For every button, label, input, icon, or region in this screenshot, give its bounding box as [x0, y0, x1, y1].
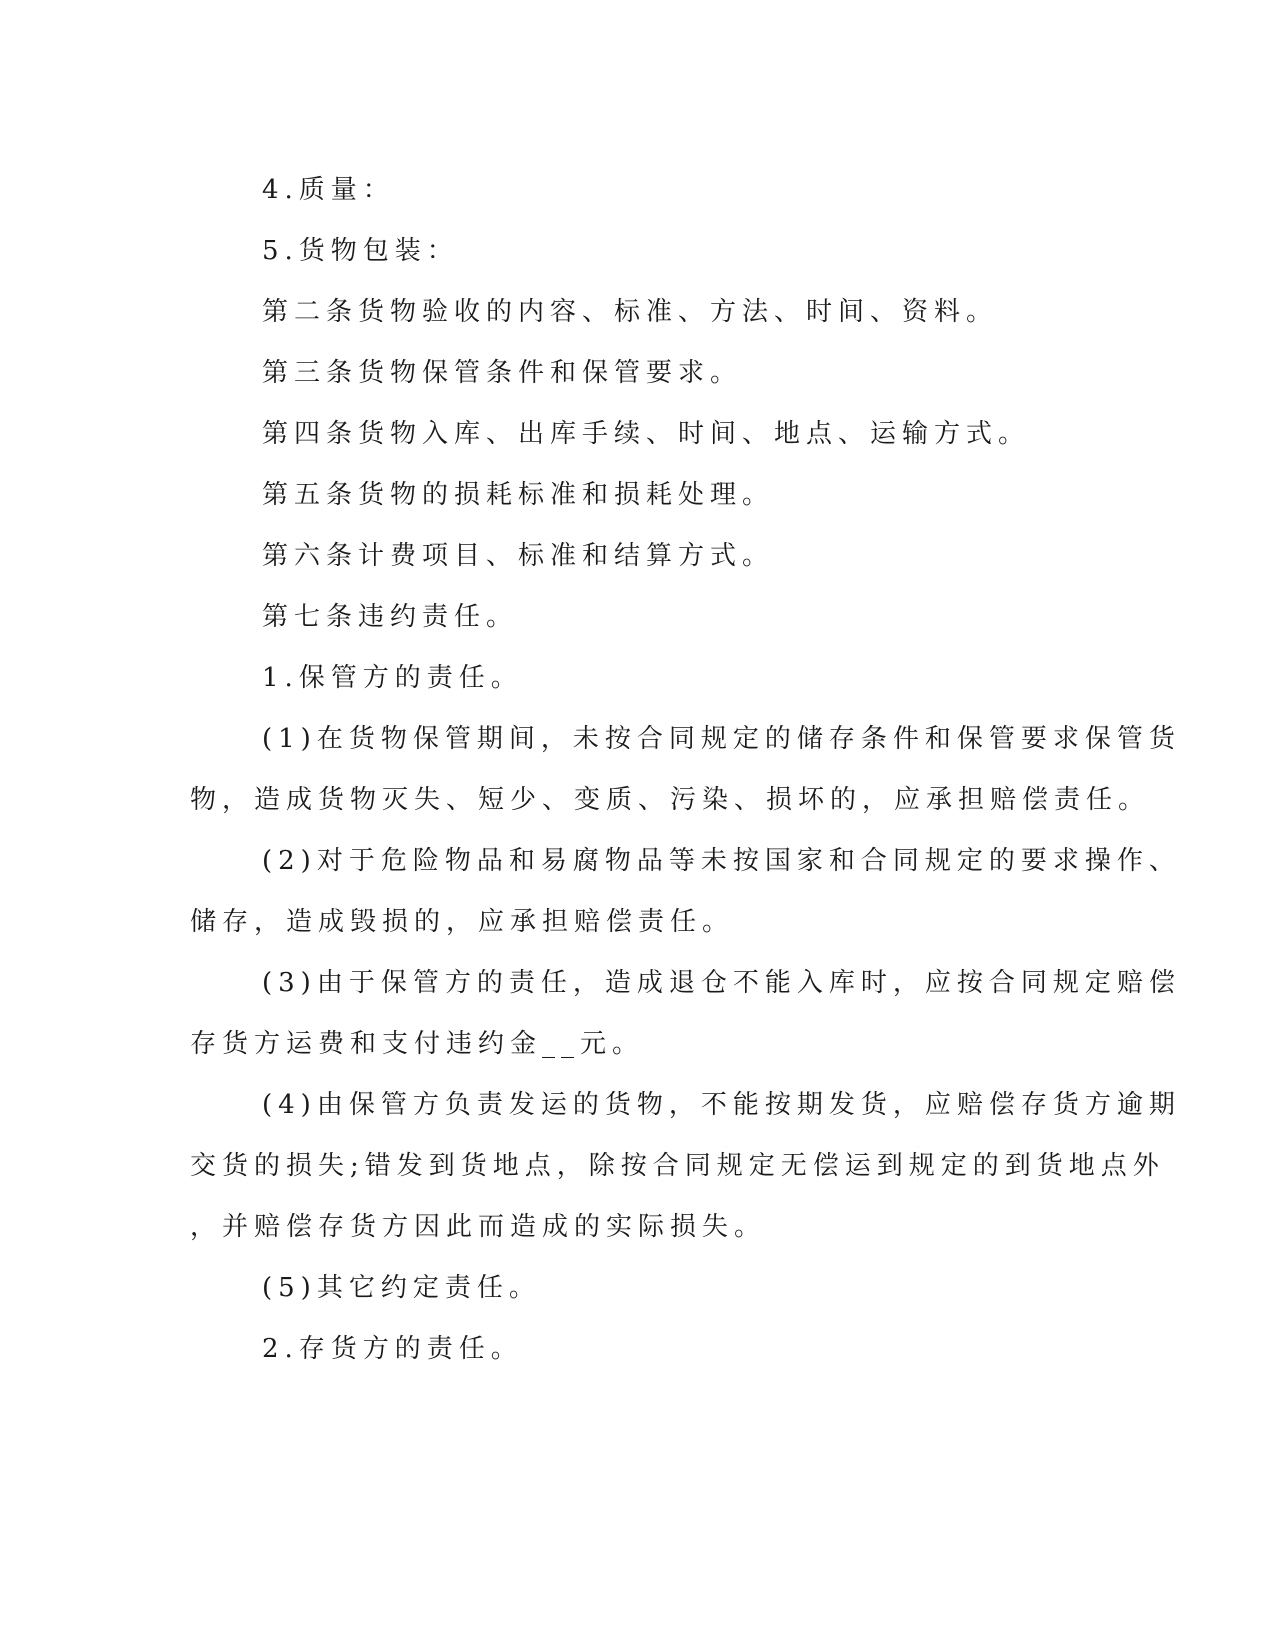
custodian-liability-heading: 1.保管方的责任。 [262, 663, 523, 693]
clause-4-line-3: ，并赔偿存货方因此而造成的实际损失。 [190, 1212, 767, 1242]
clause-2-line-2: 储存，造成毁损的，应承担赔偿责任。 [190, 907, 735, 937]
article-6: 第六条计费项目、标准和结算方式。 [262, 541, 775, 571]
clause-4-line-1: (4)由保管方负责发运的货物，不能按期发货，应赔偿存货方逾期 [262, 1090, 1181, 1120]
clause-4-line-2: 交货的损失;错发到货地点，除按合同规定无偿运到规定的到货地点外 [190, 1151, 1165, 1181]
item-packaging: 5.货物包装： [262, 236, 459, 266]
article-5: 第五条货物的损耗标准和损耗处理。 [262, 480, 775, 510]
article-3: 第三条货物保管条件和保管要求。 [262, 358, 743, 388]
article-2: 第二条货物验收的内容、标准、方法、时间、资料。 [262, 297, 999, 327]
clause-1-line-2: 物，造成货物灭失、短少、变质、污染、损坏的，应承担赔偿责任。 [190, 785, 1151, 815]
clause-2-line-1: (2)对于危险物品和易腐物品等未按国家和合同规定的要求操作、 [262, 846, 1181, 876]
depositor-liability-heading: 2.存货方的责任。 [262, 1334, 523, 1364]
item-quality: 4.质量： [262, 175, 395, 205]
clause-1-line-1: (1)在货物保管期间，未按合同规定的储存条件和保管要求保管货 [262, 724, 1181, 754]
clause-3-line-1: (3)由于保管方的责任，造成退仓不能入库时，应按合同规定赔偿 [262, 968, 1181, 998]
clause-5: (5)其它约定责任。 [262, 1273, 541, 1303]
article-4: 第四条货物入库、出库手续、时间、地点、运输方式。 [262, 419, 1031, 449]
article-7: 第七条违约责任。 [262, 602, 519, 632]
document-body [190, 160, 1181, 1380]
clause-3-line-2: 存货方运费和支付违约金__元。 [190, 1029, 645, 1059]
